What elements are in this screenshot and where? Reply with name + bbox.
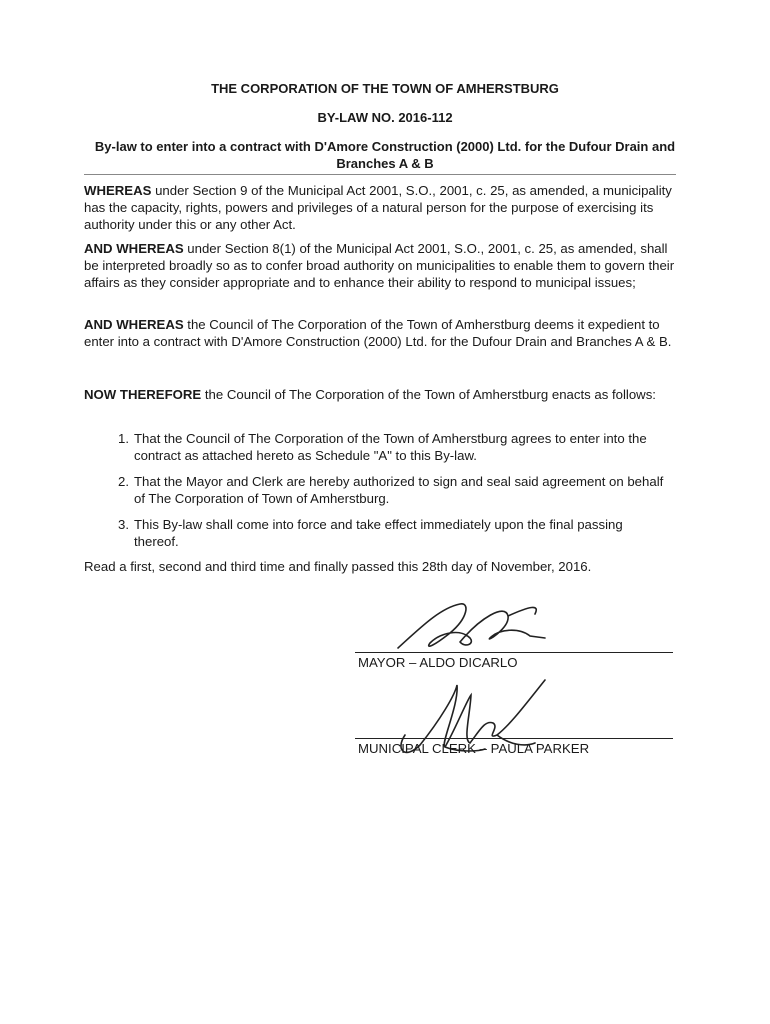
item-text: This By-law shall come into force and take effect immediately upon the final passing thereof.: [134, 517, 623, 549]
whereas-paragraph-3: [84, 316, 680, 350]
mayor-signature-line: [355, 652, 673, 653]
mayor-signature: [390, 598, 590, 658]
item-number: 2.: [118, 474, 129, 489]
paragraph-text: under Section 9 of the Municipal Act 2001, S.O., 2001, c. 25, as amended, a municipality has the capacity, rights, powers and privileges of a natural person for the purpose of exercising its authority under this or any other Act.: [84, 183, 672, 232]
bylaw-subtitle: By-law to enter into a contract with D'Amore Construction (2000) Ltd. for the Dufour Drain and Branches A & B: [94, 139, 676, 171]
paragraph-text: the Council of The Corporation of the Town of Amherstburg deems it expedient to enter into a contract with D'Amore Construction (2000) Ltd. for the Dufour Drain and Branches A & B.: [84, 317, 672, 349]
paragraph-text: the Council of The Corporation of the Town of Amherstburg enacts as follows:: [201, 387, 656, 402]
mayor-label: MAYOR – ALDO DICARLO: [358, 655, 518, 670]
paragraph-lead: AND WHEREAS: [84, 241, 184, 256]
list-item: [118, 430, 678, 464]
clerk-label: MUNICIPAL CLERK – PAULA PARKER: [358, 741, 590, 756]
closing-statement: Read a first, second and third time and finally passed this 28th day of November, 2016.: [84, 559, 592, 574]
whereas-paragraph-1: [84, 182, 680, 233]
item-text: That the Council of The Corporation of the Town of Amherstburg agrees to enter into the contract as attached hereto as Schedule "A" to this By-law.: [134, 431, 647, 463]
item-number: 1.: [118, 431, 129, 446]
bylaw-number: BY-LAW NO. 2016-112: [317, 110, 453, 125]
header-divider: [84, 174, 676, 175]
paragraph-text: under Section 8(1) of the Municipal Act 2001, S.O., 2001, c. 25, as amended, shall be interpreted broadly so as to confer broad authority on municipalities to enable them to govern their affairs as they consider appropriate and to enhance their ability to respond to municipal issues;: [84, 241, 675, 290]
org-title: THE CORPORATION OF THE TOWN OF AMHERSTBURG: [211, 81, 559, 96]
paragraph-lead: NOW THEREFORE: [84, 387, 202, 402]
item-number: 3.: [118, 517, 129, 532]
whereas-paragraph-2: [84, 240, 680, 291]
item-text: That the Mayor and Clerk are hereby authorized to sign and seal said agreement on behalf of The Corporation of Town of Amherstburg.: [134, 474, 664, 506]
paragraph-lead: WHEREAS: [84, 183, 152, 198]
list-item: [118, 516, 678, 550]
list-item: [118, 473, 678, 507]
enacting-paragraph: [84, 386, 680, 403]
clerk-signature-line: [355, 738, 673, 739]
paragraph-lead: AND WHEREAS: [84, 317, 184, 332]
